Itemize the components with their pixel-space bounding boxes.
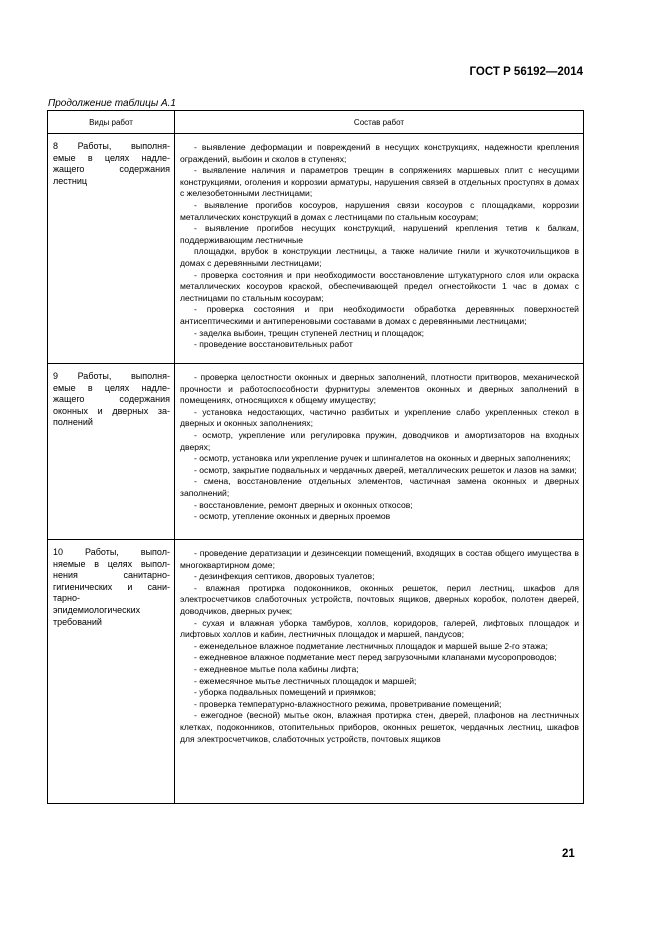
work-item: - проверка целостности оконных и дверных заполнений, плотности притворов, механической прочности и работоспособности фурнитуры элементов оконных и дверных заполнений в помещениях, относящихся к общему имуществу; (180, 372, 579, 406)
column-header-kind: Виды работ (48, 111, 175, 134)
work-kind-cell (48, 134, 175, 364)
work-item: - выявление деформации и повреждений в несущих конструкциях, надежности крепления ограждений, выбоин и сколов в ступенях; (180, 142, 579, 164)
work-kind-line: тарно- (53, 593, 81, 604)
work-kind-line: полнений (53, 417, 93, 428)
work-kind-line: гигиенических и сани- (53, 581, 170, 592)
work-item: площадки, врубок в конструкции лестницы, а также наличие гнили и жучкоточильщиков в домах с деревянными лестницами; (180, 246, 579, 268)
work-item: - проверка температурно-влажностного режима, проветривание помещений; (194, 698, 502, 709)
work-item: - уборка подвальных помещений и приямков; (194, 687, 377, 698)
work-kind-line: 8 Работы, выполня- (53, 141, 170, 151)
work-item: - сухая и влажная уборка тамбуров, холлов, коридоров, галерей, лифтовых площадок и лифтовых холлов и кабин, лестничных площадок и маршей, пандусов; (180, 617, 579, 640)
work-item: - проведение дератизации и дезинсекции помещений, входящих в состав общего имущества в многоквартирном доме; (180, 548, 579, 570)
table-row (48, 540, 584, 804)
works-table (47, 110, 584, 804)
work-item: - еженедельное влажное подметание лестничных площадок и маршей выше 2-го этажа; (194, 640, 548, 651)
table-row (48, 134, 584, 364)
work-item: - выявление прогибов косоуров, нарушения связи косоуров с площадками, коррозии металлических конструкций в домах с лестницами по стальным косоурам; (180, 199, 579, 222)
work-kind-line: жащего содержания (53, 164, 170, 175)
work-kind-line: оконных и дверных за- (53, 405, 170, 416)
work-content-cell (175, 134, 584, 364)
work-item: - ежедневное влажное подметание мест перед загрузочными клапанами мусоропроводов; (194, 652, 557, 663)
work-kind-cell (48, 540, 175, 804)
work-content-cell (175, 540, 584, 804)
work-item: - дезинфекция септиков, дворовых туалетов; (194, 571, 375, 582)
work-kind-line: емые в целях надле- (53, 152, 170, 163)
work-item: - осмотр, закрытие подвальных и чердачных дверей, металлических решеток и лазов на замки; (194, 464, 577, 475)
work-item: - влажная протирка подоконников, оконных решеток, перил лестниц, шкафов для электросчетчиков слаботочных устройств, почтовых ящиков, дверных коробок, полотен дверей, доводчиков, дверных ручек; (180, 582, 579, 616)
work-kind-line: емые в целях надле- (53, 382, 170, 393)
work-item: - установка недостающих, частично разбитых и укрепление слабо укрепленных стекол в дверных и оконных заполнениях; (180, 406, 579, 429)
work-item: - восстановление, ремонт дверных и оконных откосов; (194, 499, 413, 510)
work-content-cell (175, 364, 584, 540)
work-kind-line: няемые в целях выпол- (53, 558, 170, 569)
page-number: 21 (562, 848, 575, 860)
work-kind-cell (48, 364, 175, 540)
work-item: - проверка состояния и при необходимости восстановление штукатурного слоя или окраска металлических косоуров краской, обеспечивающей предел огнестойкости 1 час в домах с лестницами по стальным косоурам; (180, 269, 579, 303)
work-kind-line: требований (53, 616, 102, 627)
work-item: - выявление прогибов несущих конструкций, нарушений крепления тетив к балкам, поддерживающим лестничные (180, 223, 579, 245)
work-item: - осмотр, укрепление или регулировка пружин, доводчиков и амортизаторов на входных дверях; (180, 429, 579, 452)
table-header-row (48, 111, 584, 134)
work-item: - заделка выбоин, трещин ступеней лестниц и площадок; (194, 327, 425, 338)
work-item: - осмотр, утепление оконных и дверных проемов (194, 511, 391, 522)
document-code: ГОСТ Р 56192—2014 (469, 66, 583, 78)
work-item: - ежемесячное мытье лестничных площадок и маршей; (194, 675, 417, 686)
work-item: - смена, восстановление отдельных элементов, частичная замена оконных и дверных заполнений; (180, 476, 579, 498)
work-kind-line: 10 Работы, выпол- (53, 547, 170, 557)
table-row (48, 364, 584, 540)
column-header-content: Состав работ (175, 111, 584, 134)
work-item: - осмотр, установка или укрепление ручек и шпингалетов на оконных и дверных заполнениях; (194, 453, 571, 464)
table-caption: Продолжение таблицы А.1 (48, 98, 176, 109)
work-kind-line: эпидемиологических (53, 604, 141, 615)
work-item: - ежегодное (весной) мытье окон, влажная протирка стен, дверей, плафонов на лестничных клетках, подоконников, отопительных приборов, оконных решеток, чердачных лестниц, шкафов для электросчетчиков, слаботочных устройств, почтовых ящиков (180, 710, 579, 744)
work-item: - проверка состояния и при необходимости обработка деревянных поверхностей антисептическими и антипереновыми составами в домах с деревянными лестницами; (180, 304, 579, 326)
work-item: - выявление наличия и параметров трещин в сопряжениях маршевых плит с несущими конструкциями, оголения и коррозии арматуры, нарушения связей в отдельных проступях в домах с железобетонными лестницами; (180, 165, 579, 199)
work-kind-line: нения санитарно- (53, 570, 170, 581)
work-item: - проведение восстановительных работ (194, 339, 353, 350)
work-item: - ежедневное мытье пола кабины лифта; (194, 663, 359, 674)
work-kind-line: лестниц (53, 175, 88, 186)
work-kind-line: жащего содержания (53, 394, 170, 405)
work-kind-line: 9 Работы, выполня- (53, 371, 170, 381)
table-body (48, 134, 584, 804)
